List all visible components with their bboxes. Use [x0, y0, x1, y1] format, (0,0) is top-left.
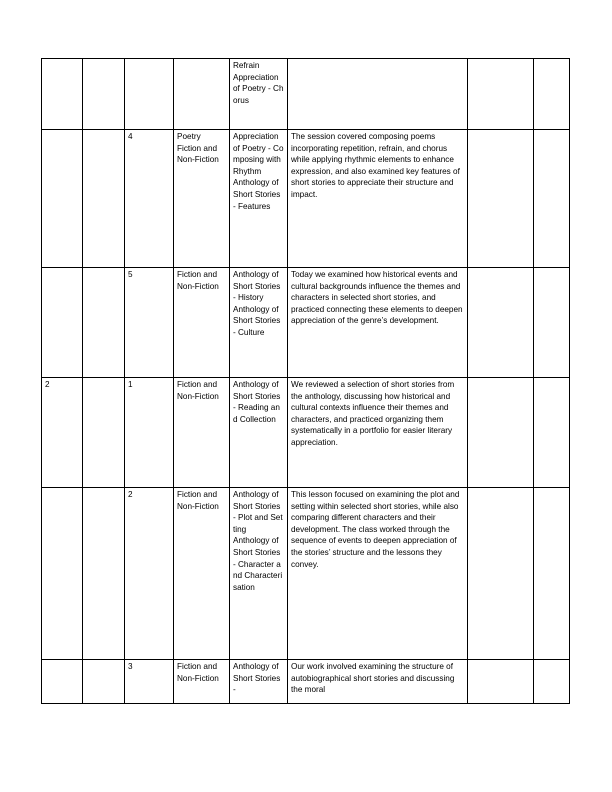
blank-cell	[534, 378, 570, 488]
blank-cell	[83, 130, 125, 268]
blank-cell	[534, 59, 570, 130]
blank-cell	[83, 378, 125, 488]
week-cell	[42, 268, 83, 378]
blank-cell	[83, 488, 125, 660]
strand-cell: Fiction and Non-Fiction	[174, 488, 230, 660]
lesson-log-table	[41, 58, 570, 704]
blank-cell	[468, 268, 534, 378]
sub-strand-cell: Anthology of Short Stories - Reading and Collection	[230, 378, 288, 488]
blank-cell	[468, 130, 534, 268]
lesson-cell: 3	[125, 660, 174, 704]
strand-cell: Fiction and Non-Fiction	[174, 660, 230, 704]
sub-strand-cell: Anthology of Short Stories -	[230, 660, 288, 704]
sub-strand-cell: Anthology of Short Stories - History Anthology of Short Stories - Culture	[230, 268, 288, 378]
lesson-cell: 1	[125, 378, 174, 488]
table-row	[42, 130, 570, 268]
blank-cell	[534, 130, 570, 268]
blank-cell	[83, 660, 125, 704]
sub-strand-cell: Appreciation of Poetry - Composing with Rhythm Anthology of Short Stories - Features	[230, 130, 288, 268]
table-row	[42, 488, 570, 660]
table-row	[42, 268, 570, 378]
blank-cell	[83, 268, 125, 378]
sub-strand-cell: Refrain Appreciation of Poetry - Chorus	[230, 59, 288, 130]
week-cell	[42, 488, 83, 660]
week-cell	[42, 660, 83, 704]
table-row	[42, 660, 570, 704]
reflection-cell: Our work involved examining the structure of autobiographical short stories and discussing the moral	[288, 660, 468, 704]
blank-cell	[468, 59, 534, 130]
reflection-cell: The session covered composing poems incorporating repetition, refrain, and chorus while applying rhythmic elements to enhance expression, and also examined key features of short stories to appreciate their structure and impact.	[288, 130, 468, 268]
week-cell: 2	[42, 378, 83, 488]
sub-strand-cell: Anthology of Short Stories - Plot and Setting Anthology of Short Stories - Character and Characterisation	[230, 488, 288, 660]
table-row	[42, 59, 570, 130]
week-cell	[42, 130, 83, 268]
table-row	[42, 378, 570, 488]
lesson-cell: 5	[125, 268, 174, 378]
strand-cell: Poetry Fiction and Non-Fiction	[174, 130, 230, 268]
blank-cell	[468, 488, 534, 660]
strand-cell: Fiction and Non-Fiction	[174, 268, 230, 378]
lesson-cell: 4	[125, 130, 174, 268]
week-cell	[42, 59, 83, 130]
blank-cell	[534, 660, 570, 704]
lesson-log-body	[42, 59, 570, 704]
reflection-cell: We reviewed a selection of short stories from the anthology, discussing how historical and cultural contexts influence their themes and characters, and practiced organizing them systematically in a portfolio for easier literary appreciation.	[288, 378, 468, 488]
blank-cell	[83, 59, 125, 130]
blank-cell	[534, 268, 570, 378]
blank-cell	[468, 378, 534, 488]
strand-cell: Fiction and Non-Fiction	[174, 378, 230, 488]
reflection-cell	[288, 59, 468, 130]
blank-cell	[534, 488, 570, 660]
lesson-cell	[125, 59, 174, 130]
reflection-cell: This lesson focused on examining the plot and setting within selected short stories, while also comparing different characters and their development. The class worked through the sequence of events to deepen appreciation of the stories’ structure and the lessons they convey.	[288, 488, 468, 660]
reflection-cell: Today we examined how historical events and cultural backgrounds influence the themes and characters in selected short stories, and practiced connecting these elements to deepen appreciation of the genre’s development.	[288, 268, 468, 378]
blank-cell	[468, 660, 534, 704]
strand-cell	[174, 59, 230, 130]
lesson-cell: 2	[125, 488, 174, 660]
